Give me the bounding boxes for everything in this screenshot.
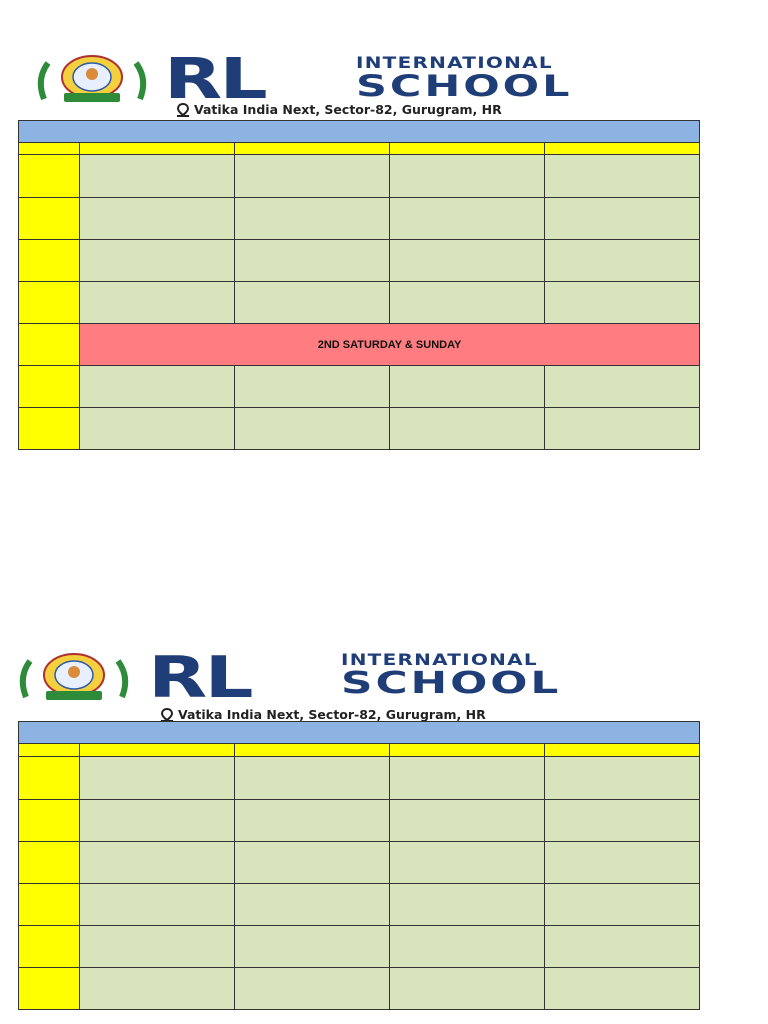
school-initials: RL	[148, 645, 251, 711]
schedule-cell	[235, 884, 390, 926]
row-label-cell	[19, 408, 80, 450]
schedule-cell	[545, 240, 700, 282]
schedule-cell	[390, 240, 545, 282]
schedule-cell	[390, 968, 545, 1010]
schedule-cell	[80, 366, 235, 408]
table-row	[19, 757, 700, 800]
table-row	[19, 842, 700, 884]
schedule-cell	[545, 884, 700, 926]
title-band	[19, 121, 700, 143]
school-address	[176, 103, 502, 117]
schedule-cell	[235, 366, 390, 408]
schedule-cell	[390, 155, 545, 198]
schedule-cell	[545, 968, 700, 1010]
schedule-cell	[80, 282, 235, 324]
schedule-cell	[545, 198, 700, 240]
schedule-cell	[80, 926, 235, 968]
location-pin-icon	[160, 708, 174, 722]
header-cell	[80, 143, 235, 155]
schedule-cell	[235, 757, 390, 800]
timetable-1	[18, 120, 700, 450]
schedule-cell	[545, 800, 700, 842]
header-cell	[390, 143, 545, 155]
school-emblem-icon	[16, 653, 132, 701]
row-label-cell	[19, 884, 80, 926]
school-header-2	[0, 645, 768, 722]
schedule-cell	[390, 408, 545, 450]
schedule-cell	[80, 240, 235, 282]
schedule-cell	[80, 757, 235, 800]
schedule-cell	[390, 800, 545, 842]
schedule-cell	[545, 757, 700, 800]
table-row	[19, 926, 700, 968]
header-cell	[545, 744, 700, 757]
header-cell	[80, 744, 235, 757]
timetable-2	[18, 721, 700, 1010]
table-row	[19, 884, 700, 926]
row-label-cell	[19, 842, 80, 884]
location-pin-icon	[176, 103, 190, 117]
schedule-cell	[235, 282, 390, 324]
schedule-cell	[545, 842, 700, 884]
schedule-cell	[235, 800, 390, 842]
schedule-cell	[235, 155, 390, 198]
schedule-cell	[545, 155, 700, 198]
schedule-cell	[545, 926, 700, 968]
schedule-cell	[235, 240, 390, 282]
header-cell	[545, 143, 700, 155]
schedule-cell	[80, 155, 235, 198]
schedule-cell	[545, 366, 700, 408]
schedule-cell	[235, 926, 390, 968]
school-name-line2: SCHOOL	[356, 69, 573, 103]
header-cell	[19, 143, 80, 155]
table-row	[19, 324, 700, 366]
table-row	[19, 155, 700, 198]
table-row	[19, 408, 700, 450]
school-address-text: Vatika India Next, Sector-82, Gurugram, HR	[178, 706, 486, 722]
holiday-cell: 2ND SATURDAY & SUNDAY	[80, 324, 700, 366]
schedule-cell	[80, 800, 235, 842]
table-row	[19, 282, 700, 324]
schedule-cell	[390, 926, 545, 968]
schedule-cell	[80, 884, 235, 926]
schedule-cell	[390, 366, 545, 408]
table-row	[19, 240, 700, 282]
schedule-cell	[80, 968, 235, 1010]
schedule-cell	[80, 198, 235, 240]
school-name-line1: INTERNATIONAL	[341, 650, 538, 669]
row-label-cell	[19, 366, 80, 408]
row-label-cell	[19, 240, 80, 282]
title-band	[19, 722, 700, 744]
schedule-cell	[80, 408, 235, 450]
table-row	[19, 198, 700, 240]
table-row	[19, 968, 700, 1010]
header-cell	[235, 744, 390, 757]
schedule-cell	[235, 408, 390, 450]
row-label-cell	[19, 198, 80, 240]
school-address-text: Vatika India Next, Sector-82, Gurugram, HR	[194, 101, 502, 117]
schedule-cell	[545, 282, 700, 324]
row-label-cell	[19, 282, 80, 324]
schedule-cell	[390, 757, 545, 800]
row-label-cell	[19, 757, 80, 800]
row-label-cell	[19, 968, 80, 1010]
row-label-cell	[19, 155, 80, 198]
school-address	[160, 708, 486, 722]
school-name-line2: SCHOOL	[341, 666, 562, 701]
table-row	[19, 800, 700, 842]
header-cell	[235, 143, 390, 155]
header-cell	[19, 744, 80, 757]
schedule-cell	[80, 842, 235, 884]
schedule-cell	[545, 408, 700, 450]
school-header-1	[0, 47, 768, 122]
row-label-cell	[19, 800, 80, 842]
header-cell	[390, 744, 545, 757]
schedule-cell	[235, 968, 390, 1010]
school-emblem-icon	[34, 55, 150, 103]
schedule-cell	[235, 198, 390, 240]
school-name-line1: INTERNATIONAL	[356, 53, 553, 72]
row-label-cell	[19, 324, 80, 366]
schedule-cell	[235, 842, 390, 884]
schedule-cell	[390, 842, 545, 884]
schedule-cell	[390, 282, 545, 324]
row-label-cell	[19, 926, 80, 968]
schedule-cell	[390, 884, 545, 926]
table-row	[19, 366, 700, 408]
schedule-cell	[390, 198, 545, 240]
school-initials: RL	[164, 47, 265, 112]
